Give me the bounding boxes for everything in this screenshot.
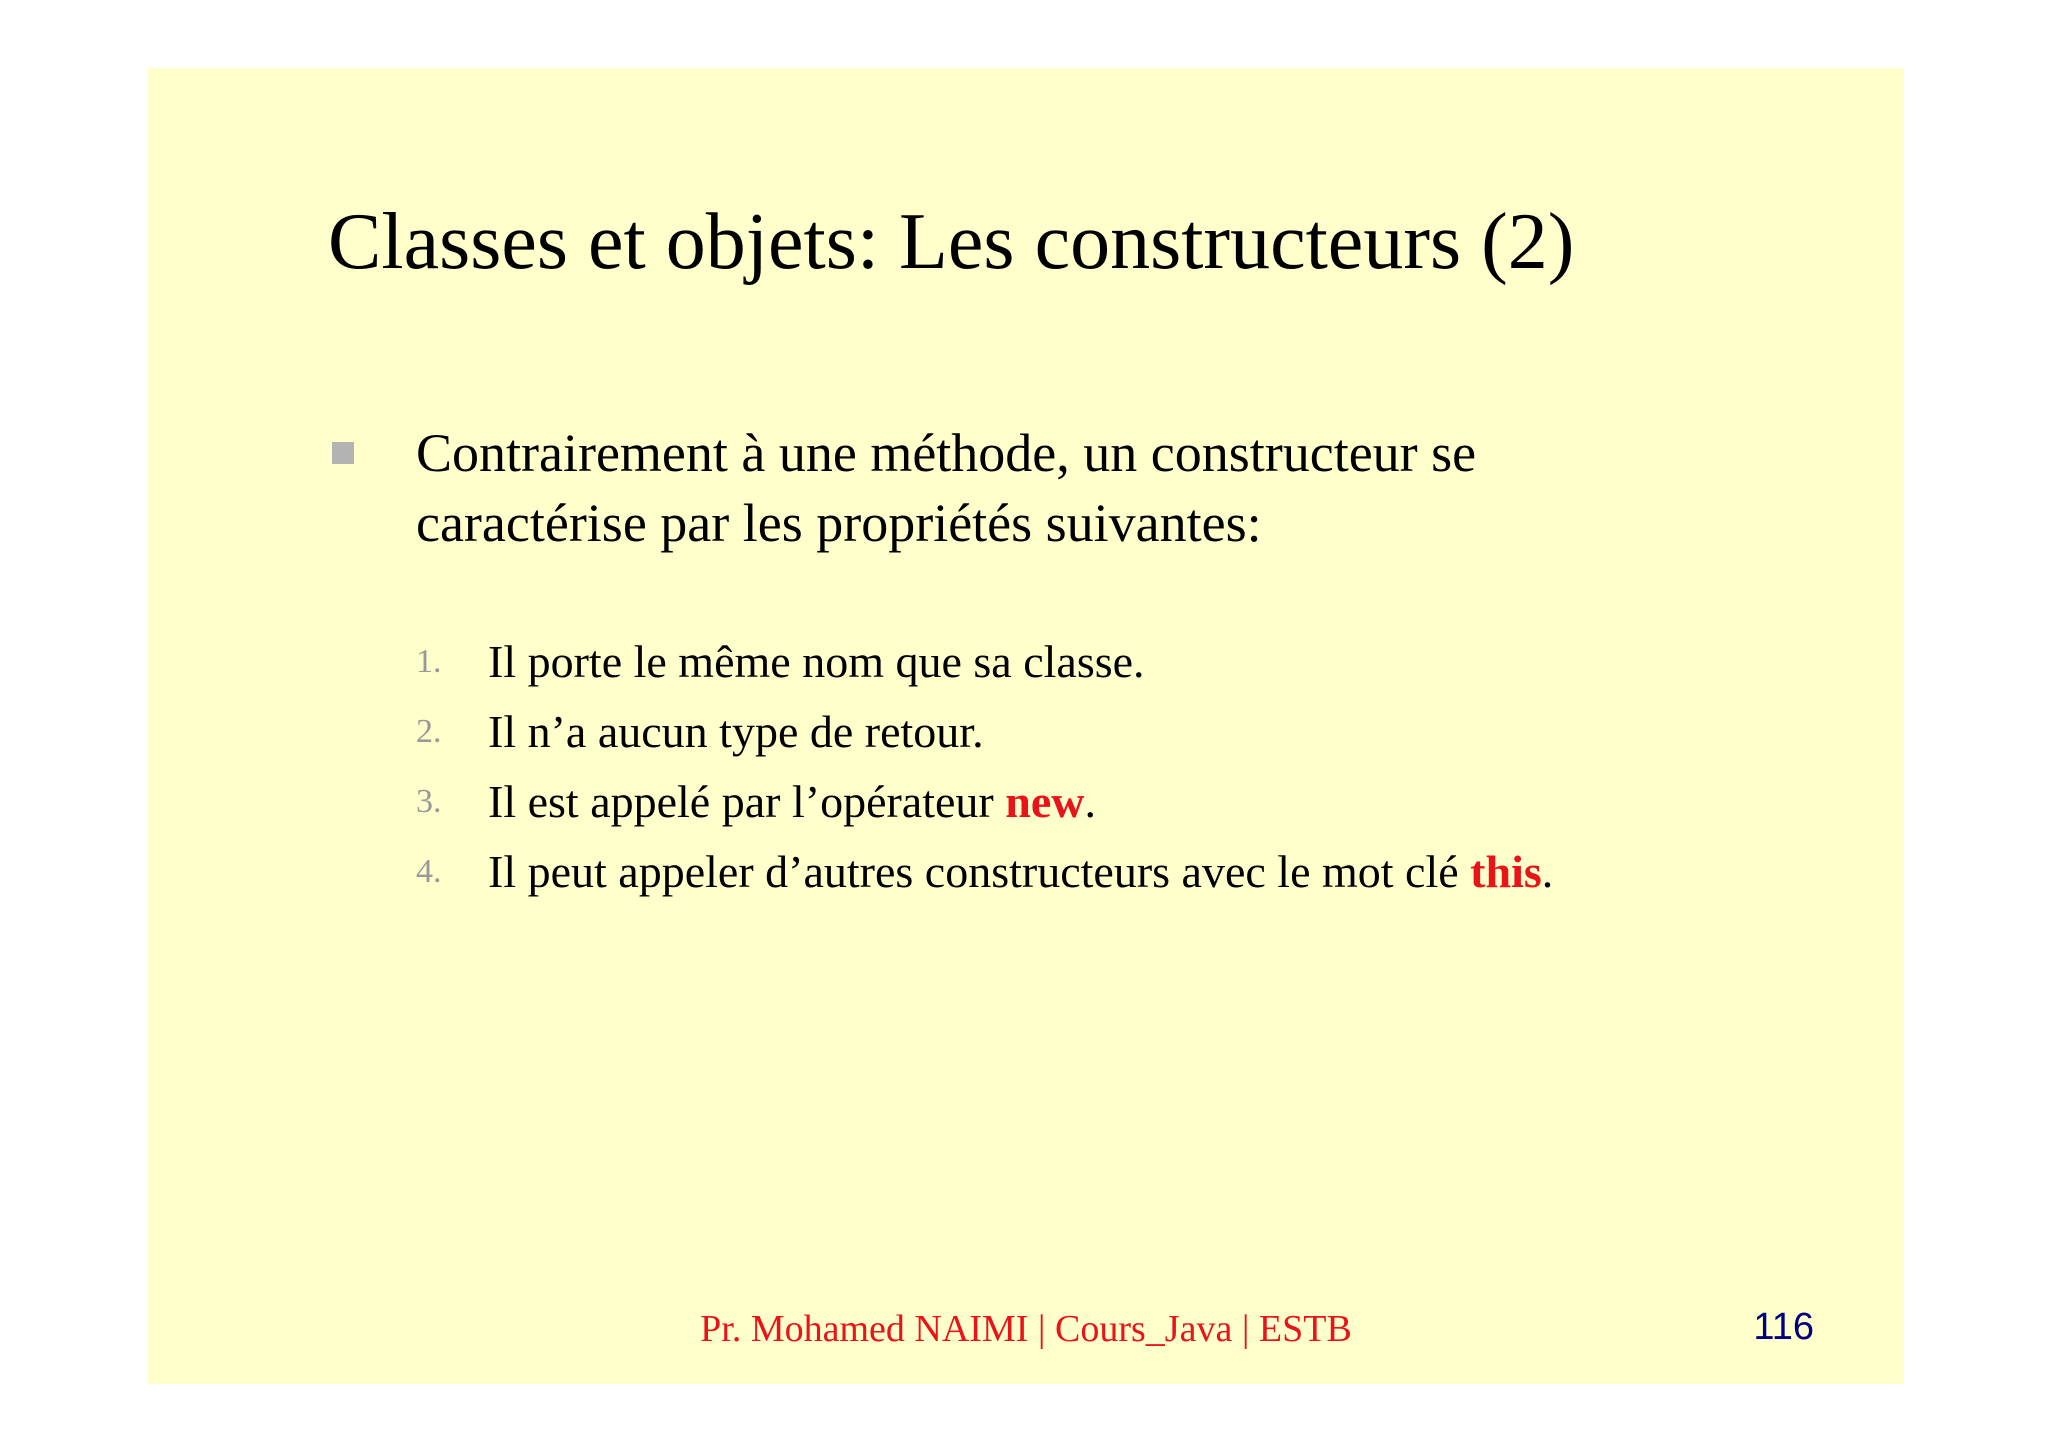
list-item-text-main: Il porte le même nom que sa classe. bbox=[488, 636, 1145, 687]
bullet-text: Contrairement à une méthode, un constructeur se caractérise par les propriétés suivantes: bbox=[416, 423, 1477, 553]
keyword-new: new bbox=[1005, 776, 1085, 827]
list-item-number: 3. bbox=[416, 783, 442, 820]
page-number: 116 bbox=[1753, 1306, 1814, 1348]
list-item-suffix: . bbox=[1541, 846, 1554, 897]
list-item-text bbox=[488, 844, 1553, 900]
keyword-this: this bbox=[1470, 846, 1542, 897]
list-item bbox=[416, 774, 1716, 844]
list-item-text bbox=[488, 704, 984, 760]
list-item-text-main: Il est appelé par l’opérateur bbox=[488, 776, 1006, 827]
list-item-number: 4. bbox=[416, 853, 442, 890]
list-item-text bbox=[488, 634, 1145, 690]
list-item-text bbox=[488, 774, 1096, 830]
square-bullet-icon bbox=[332, 442, 354, 464]
list-item-number: 1. bbox=[416, 643, 442, 680]
slide-title: Classes et objets: Les constructeurs (2) bbox=[328, 198, 1575, 286]
list-item bbox=[416, 634, 1716, 704]
slide-footer: Pr. Mohamed NAIMI | Cours_Java | ESTB bbox=[700, 1308, 1352, 1350]
list-item bbox=[416, 844, 1716, 914]
list-item-number: 2. bbox=[416, 713, 442, 750]
numbered-list bbox=[416, 634, 1716, 914]
list-item-text-main: Il peut appeler d’autres constructeurs avec le mot clé bbox=[488, 846, 1471, 897]
list-item-text-main: Il n’a aucun type de retour. bbox=[488, 706, 984, 757]
slide bbox=[148, 68, 1904, 1384]
list-item-suffix: . bbox=[1084, 776, 1096, 827]
list-item bbox=[416, 704, 1716, 774]
